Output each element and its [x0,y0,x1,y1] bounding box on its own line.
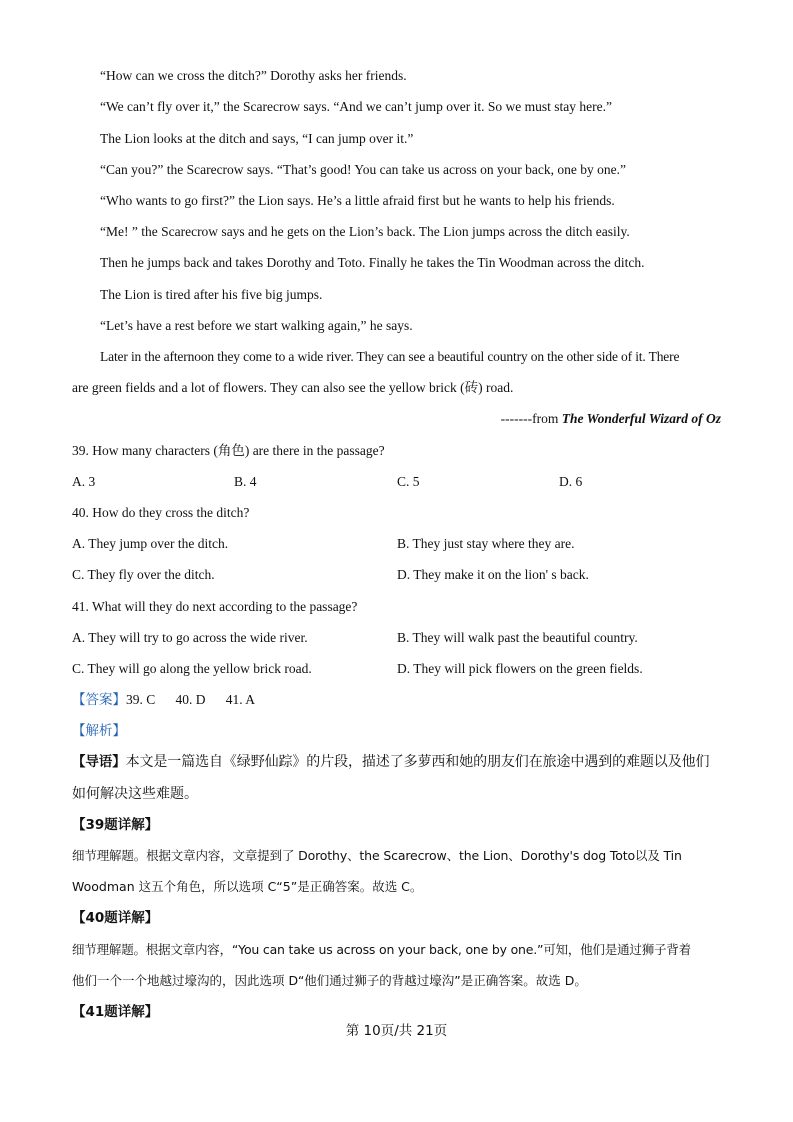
analysis-label: 【解析】 [72,723,126,739]
passage-source [501,410,721,428]
page-number: 第 10页/共 21页 [345,1023,448,1039]
passage-line-10: Later in the afternoon they come to a wide river. They can see a beautiful country on the other side of it. There [100,349,680,364]
passage-line-4: “Can you?” the Scarecrow says. “That’s good! You can take us across on your back, one by one.” [100,162,626,177]
question-39-option-c: C. 5 [397,474,420,489]
source-title: The Wonderful Wizard of Oz [561,411,721,426]
question-40-option-d: D. They make it on the lion' s back. [397,567,589,582]
answer-line [72,691,255,709]
detail-40-heading: 【40题详解】 [72,910,159,926]
question-40-option-c: C. They fly over the ditch. [72,567,215,582]
passage-line-6: “Me! ” the Scarecrow says and he gets on the Lion’s back. The Lion jumps across the ditch easily. [100,224,630,239]
passage-line-3: The Lion looks at the ditch and says, “I can jump over it.” [100,131,414,146]
detail-40-line-2: 他们一个一个地越过壕沟的，因此选项 D“他们通过狮子的背越过壕沟”是正确答案。故选 D。 [72,973,587,988]
question-39-option-b: B. 4 [234,474,257,489]
question-39-option-d: D. 6 [559,474,583,489]
question-40-stem: 40. How do they cross the ditch? [72,505,250,520]
answer-label: 【答案】 [72,692,126,708]
detail-39-line-2: Woodman 这五个角色，所以选项 C“5”是正确答案。故选 C。 [72,879,423,894]
detail-40-line-1: 细节理解题。根据文章内容，“You can take us across on your back, one by one.”可知，他们是通过狮子背着 [72,942,691,957]
question-41-option-a: A. They will try to go across the wide river. [72,630,308,645]
passage-line-8: The Lion is tired after his five big jumps. [100,287,323,302]
source-prefix: -------from [500,411,562,426]
guide-line-1 [72,753,709,771]
question-41-stem: 41. What will they do next according to the passage? [72,599,358,614]
question-41-option-c: C. They will go along the yellow brick road. [72,661,312,676]
detail-41-heading: 【41题详解】 [72,1004,159,1020]
guide-label: 【导语】 [72,754,126,770]
answer-text: 39. C 40. D 41. A [126,692,256,707]
question-39-option-a: A. 3 [72,474,96,489]
passage-line-7: Then he jumps back and takes Dorothy and Toto. Finally he takes the Tin Woodman across the ditch. [100,255,645,270]
passage-line-1: “How can we cross the ditch?” Dorothy asks her friends. [100,68,407,83]
passage-line-11: are green fields and a lot of flowers. They can also see the yellow brick (砖) road. [72,380,514,395]
detail-39-heading: 【39题详解】 [72,817,159,833]
question-40-option-a: A. They jump over the ditch. [72,536,229,551]
guide-text-1: 本文是一篇选自《绿野仙踪》的片段，描述了多萝西和她的朋友们在旅途中遇到的难题以及他们 [125,754,710,770]
question-39-stem: 39. How many characters (角色) are there in the passage? [72,443,385,458]
question-40-option-b: B. They just stay where they are. [397,536,575,551]
question-41-option-d: D. They will pick flowers on the green fields. [397,661,643,676]
question-41-option-b: B. They will walk past the beautiful country. [397,630,638,645]
passage-line-9: “Let’s have a rest before we start walking again,” he says. [100,318,413,333]
detail-39-line-1: 细节理解题。根据文章内容，文章提到了 Dorothy、the Scarecrow、the Lion、Dorothy's dog Toto以及 Tin [72,848,682,863]
guide-line-2: 如何解决这些难题。 [72,786,198,802]
passage-line-2: “We can’t fly over it,” the Scarecrow says. “And we can’t jump over it. So we must stay here.” [100,99,612,114]
passage-line-5: “Who wants to go first?” the Lion says. He’s a little afraid first but he wants to help his friends. [100,193,615,208]
